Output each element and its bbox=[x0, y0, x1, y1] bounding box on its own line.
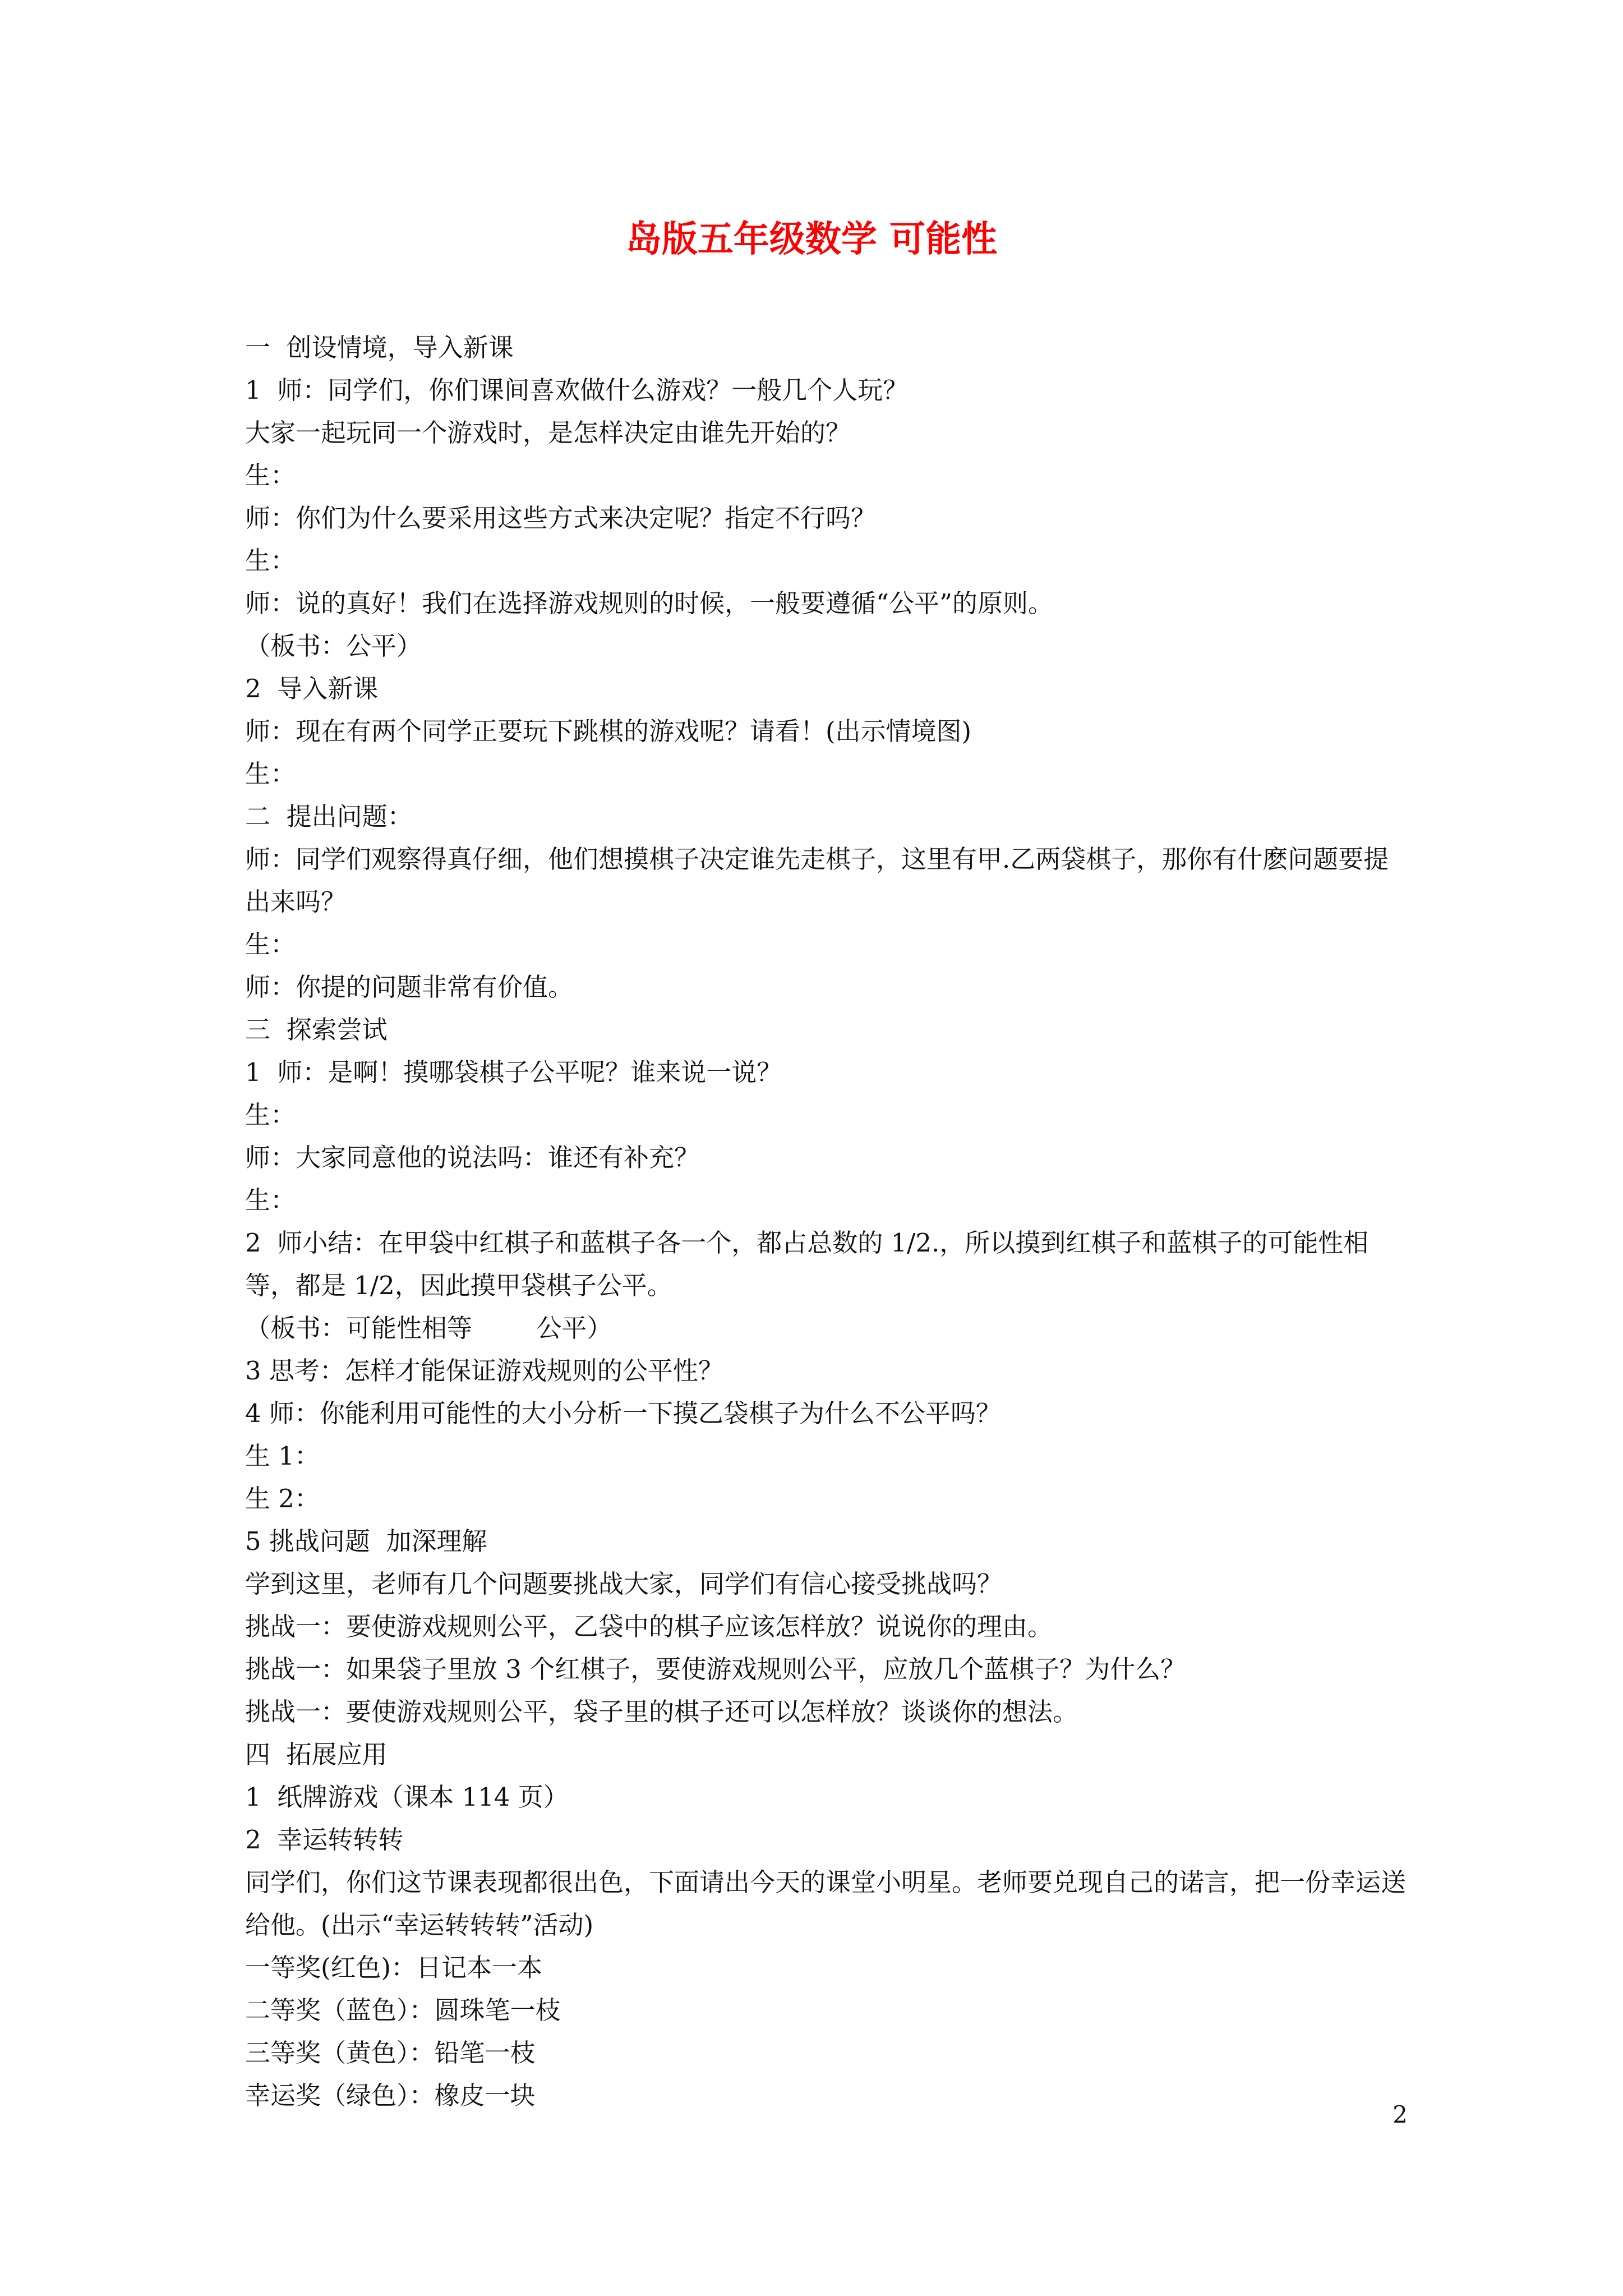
body-line: 1 师：同学们，你们课间喜欢做什么游戏？一般几个人玩？ bbox=[245, 375, 909, 405]
body-line: 生： bbox=[245, 759, 296, 789]
section-heading: 四 拓展应用 bbox=[245, 1740, 388, 1769]
section-heading: 二 提出问题： bbox=[245, 802, 413, 831]
body-line: 学到这里，老师有几个问题要挑战大家，同学们有信心接受挑战吗？ bbox=[245, 1569, 1003, 1599]
body-line: 大家一起玩同一个游戏时，是怎样决定由谁先开始的？ bbox=[245, 418, 851, 448]
body-line: （板书：公平） bbox=[245, 631, 422, 661]
body-line: 师：现在有两个同学正要玩下跳棋的游戏呢？请看！(出示情境图) bbox=[245, 716, 972, 746]
section-heading: 一 创设情境，导入新课 bbox=[245, 333, 514, 362]
body-line: 1 师：是啊！摸哪袋棋子公平呢？谁来说一说？ bbox=[245, 1057, 782, 1087]
body-line: 同学们，你们这节课表现都很出色，下面请出今天的课堂小明星。老师要兑现自己的诺言，把一份幸运送给他。(出示“幸运转转转”活动) bbox=[245, 1867, 1407, 1940]
body-line: 生： bbox=[245, 930, 296, 959]
body-line: 2 师小结：在甲袋中红棋子和蓝棋子各一个，都占总数的 1/2.，所以摸到红棋子和蓝棋子的可能性相等，都是 1/2，因此摸甲袋棋子公平。 bbox=[245, 1228, 1369, 1300]
body-line: 2 幸运转转转 bbox=[245, 1825, 404, 1855]
body-line: 师：大家同意他的说法吗：谁还有补充？ bbox=[245, 1143, 700, 1172]
body-line: （板书：可能性相等 公平） bbox=[245, 1313, 612, 1343]
body-line: 生： bbox=[245, 1100, 296, 1130]
body-line: 3 思考：怎样才能保证游戏规则的公平性？ bbox=[245, 1356, 723, 1386]
body-line: 师：说的真好！我们在选择游戏规则的时候，一般要遵循“公平”的原则。 bbox=[245, 588, 1054, 618]
document-body bbox=[245, 326, 1412, 2117]
prize-line: 一等奖(红色)：日记本一本 bbox=[245, 1953, 543, 1982]
document-title: 岛版五年级数学 可能性 bbox=[625, 218, 998, 260]
body-line: 1 纸牌游戏（课本 114 页） bbox=[245, 1782, 569, 1812]
prize-line: 二等奖（蓝色）：圆珠笔一枝 bbox=[245, 1995, 561, 2025]
body-line: 4 师：你能利用可能性的大小分析一下摸乙袋棋子为什么不公平吗？ bbox=[245, 1398, 1001, 1428]
body-line: 挑战一：要使游戏规则公平，袋子里的棋子还可以怎样放？谈谈你的想法。 bbox=[245, 1697, 1078, 1727]
body-line: 生 1： bbox=[245, 1441, 320, 1471]
body-line: 生： bbox=[245, 1185, 296, 1215]
section-heading: 三 探索尝试 bbox=[245, 1015, 388, 1045]
body-line: 5 挑战问题 加深理解 bbox=[245, 1526, 487, 1556]
body-line: 生 2： bbox=[245, 1484, 320, 1513]
body-line: 挑战一：要使游戏规则公平，乙袋中的棋子应该怎样放？说说你的理由。 bbox=[245, 1612, 1053, 1641]
page-number: 2 bbox=[1393, 2101, 1408, 2128]
body-line: 2 导入新课 bbox=[245, 674, 379, 703]
body-line: 师：你提的问题非常有价值。 bbox=[245, 972, 574, 1002]
body-line: 师：同学们观察得真仔细，他们想摸棋子决定谁先走棋子，这里有甲.乙两袋棋子，那你有什麽问题要提出来吗？ bbox=[245, 844, 1389, 917]
body-line: 生： bbox=[245, 461, 296, 490]
prize-line: 三等奖（黄色）：铅笔一枝 bbox=[245, 2038, 536, 2068]
body-line: 生： bbox=[245, 546, 296, 576]
prize-line: 幸运奖（绿色）：橡皮一块 bbox=[245, 2081, 536, 2110]
body-line: 挑战一：如果袋子里放 3 个红棋子，要使游戏规则公平，应放几个蓝棋子？为什么？ bbox=[245, 1654, 1186, 1684]
body-line: 师：你们为什么要采用这些方式来决定呢？指定不行吗？ bbox=[245, 503, 877, 533]
